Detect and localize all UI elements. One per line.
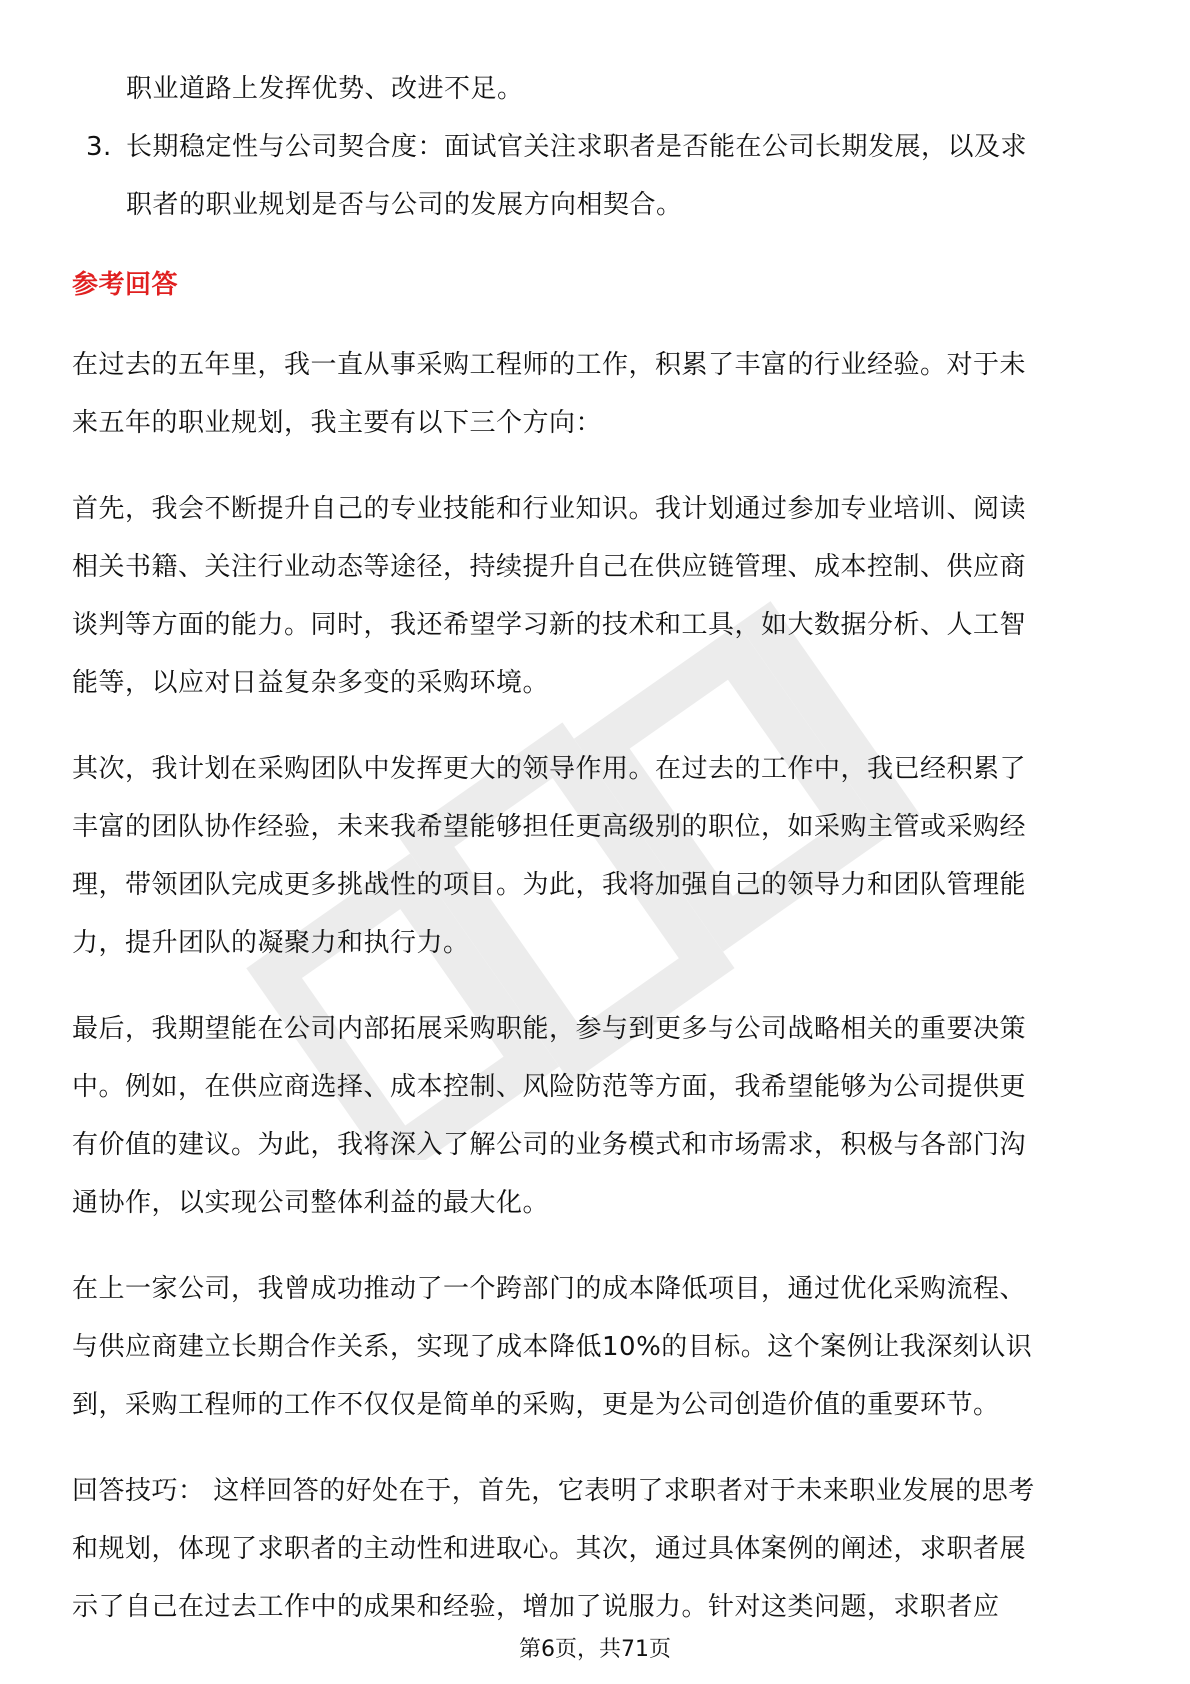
paragraph-line: 通协作，以实现公司整体利益的最大化。 xyxy=(72,1188,550,1218)
paragraph-line: 到，采购工程师的工作不仅仅是简单的采购，更是为公司创造价值的重要环节。 xyxy=(72,1390,1000,1420)
paragraph-line: 在过去的五年里，我一直从事采购工程师的工作，积累了丰富的行业经验。对于未 xyxy=(72,350,1027,380)
paragraph-line: 在上一家公司，我曾成功推动了一个跨部门的成本降低项目，通过优化采购流程、 xyxy=(72,1274,1027,1304)
paragraph-line: 相关书籍、关注行业动态等途径，持续提升自己在供应链管理、成本控制、供应商 xyxy=(72,552,1027,582)
paragraph-line: 示了自己在过去工作中的成果和经验，增加了说服力。针对这类问题，求职者应 xyxy=(72,1592,1000,1622)
paragraph-line: 其次，我计划在采购团队中发挥更大的领导作用。在过去的工作中，我已经积累了 xyxy=(72,754,1027,784)
page-footer: 第6页，共71页 xyxy=(519,1637,671,1662)
paragraph-line: 力，提升团队的凝聚力和执行力。 xyxy=(72,928,470,958)
list-item-2-continuation: 职业道路上发挥优势、改进不足。 xyxy=(126,74,524,104)
paragraph-line: 能等，以应对日益复杂多变的采购环境。 xyxy=(72,668,550,698)
paragraph-first xyxy=(72,480,1122,712)
paragraph-line: 谈判等方面的能力。同时，我还希望学习新的技术和工具，如大数据分析、人工智 xyxy=(72,610,1027,640)
list-item-3 xyxy=(72,118,1122,234)
paragraph-line: 回答技巧： 这样回答的好处在于，首先，它表明了求职者对于未来职业发展的思考 xyxy=(72,1476,1035,1506)
paragraph-line: 理，带领团队完成更多挑战性的项目。为此，我将加强自己的领导力和团队管理能 xyxy=(72,870,1027,900)
list-item-line: 长期稳定性与公司契合度：面试官关注求职者是否能在公司长期发展，以及求 xyxy=(126,132,1028,162)
list-item-line: 职者的职业规划是否与公司的发展方向相契合。 xyxy=(126,190,683,220)
paragraph-line: 来五年的职业规划，我主要有以下三个方向： xyxy=(72,408,603,438)
paragraph-line: 中。例如，在供应商选择、成本控制、风险防范等方面，我希望能够为公司提供更 xyxy=(72,1072,1027,1102)
paragraph-tips xyxy=(72,1462,1122,1636)
paragraph-line: 和规划，体现了求职者的主动性和进取心。其次，通过具体案例的阐述，求职者展 xyxy=(72,1534,1027,1564)
document-body xyxy=(72,60,1122,1636)
paragraph-second xyxy=(72,740,1122,972)
paragraph-case xyxy=(72,1260,1122,1434)
paragraph-line: 有价值的建议。为此，我将深入了解公司的业务模式和市场需求，积极与各部门沟 xyxy=(72,1130,1027,1160)
paragraph-line: 与供应商建立长期合作关系，实现了成本降低10%的目标。这个案例让我深刻认识 xyxy=(72,1332,1033,1362)
paragraph-intro xyxy=(72,336,1122,452)
list-number: 3. xyxy=(86,132,112,162)
paragraph-last xyxy=(72,1000,1122,1232)
paragraph-line: 丰富的团队协作经验，未来我希望能够担任更高级别的职位，如采购主管或采购经 xyxy=(72,812,1027,842)
paragraph-line: 首先，我会不断提升自己的专业技能和行业知识。我计划通过参加专业培训、阅读 xyxy=(72,494,1027,524)
paragraph-line: 最后，我期望能在公司内部拓展采购职能，参与到更多与公司战略相关的重要决策 xyxy=(72,1014,1027,1044)
section-title: 参考回答 xyxy=(72,270,179,300)
